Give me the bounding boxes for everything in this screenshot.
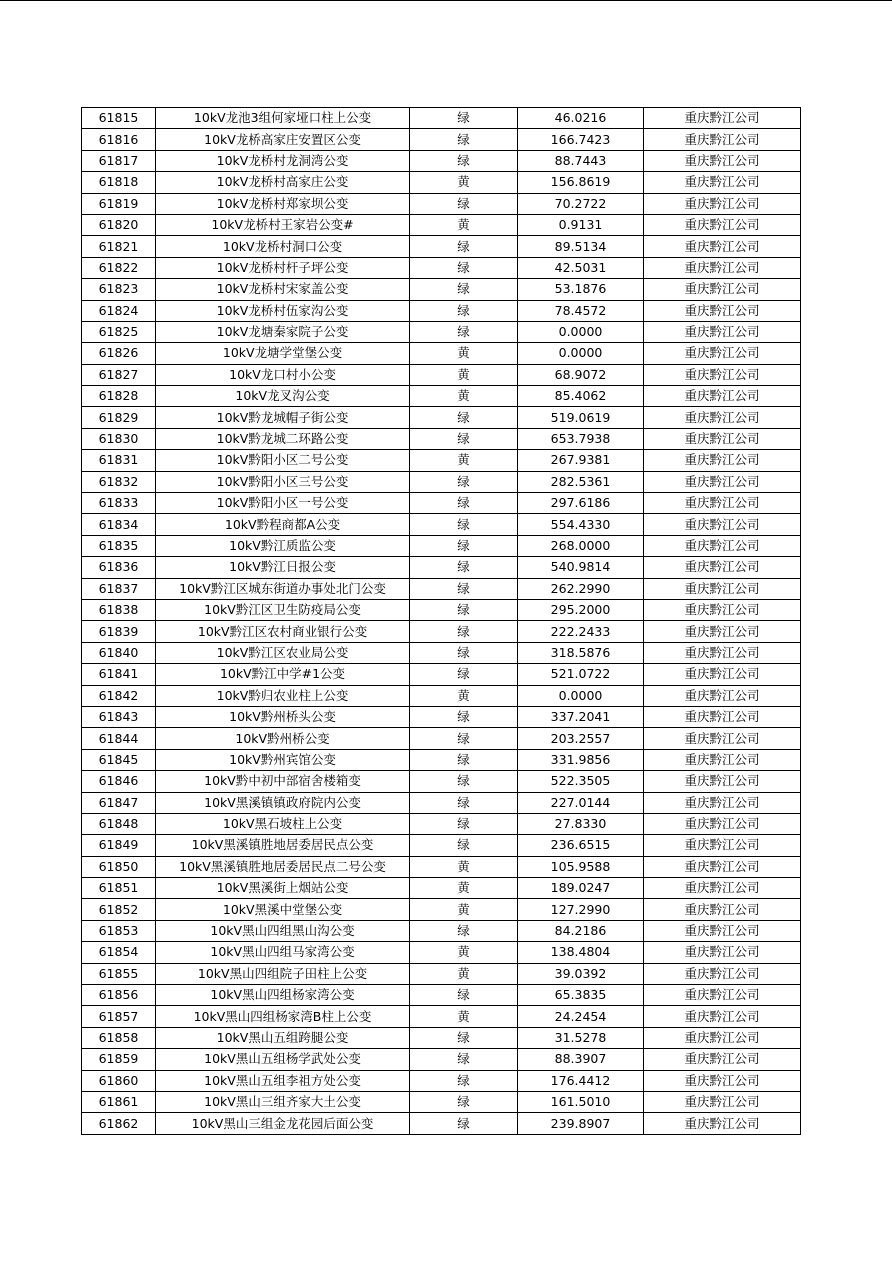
cell-value: 65.3835 [518, 985, 644, 1006]
cell-id: 61849 [82, 835, 156, 856]
cell-id: 61847 [82, 792, 156, 813]
cell-value: 189.0247 [518, 878, 644, 899]
cell-transformer-name: 10kV黔州宾馆公变 [156, 749, 410, 770]
cell-status-color: 绿 [410, 771, 518, 792]
table-row [82, 642, 801, 663]
cell-company: 重庆黔江公司 [644, 257, 801, 278]
cell-company: 重庆黔江公司 [644, 150, 801, 171]
table-row [82, 557, 801, 578]
cell-id: 61830 [82, 428, 156, 449]
cell-value: 89.5134 [518, 236, 644, 257]
table-row [82, 685, 801, 706]
cell-value: 156.8619 [518, 172, 644, 193]
cell-transformer-name: 10kV黑山四组院子田柱上公变 [156, 963, 410, 984]
cell-value: 0.9131 [518, 214, 644, 235]
cell-transformer-name: 10kV黔阳小区三号公变 [156, 471, 410, 492]
cell-status-color: 黄 [410, 214, 518, 235]
cell-value: 27.8330 [518, 813, 644, 834]
cell-company: 重庆黔江公司 [644, 706, 801, 727]
table-row [82, 771, 801, 792]
cell-value: 68.9072 [518, 364, 644, 385]
cell-status-color: 绿 [410, 407, 518, 428]
cell-value: 105.9588 [518, 856, 644, 877]
cell-status-color: 绿 [410, 599, 518, 620]
cell-id: 61834 [82, 514, 156, 535]
cell-id: 61858 [82, 1027, 156, 1048]
table-row [82, 193, 801, 214]
table-row [82, 493, 801, 514]
cell-value: 0.0000 [518, 343, 644, 364]
table-row [82, 364, 801, 385]
cell-status-color: 绿 [410, 108, 518, 129]
cell-status-color: 绿 [410, 835, 518, 856]
cell-status-color: 绿 [410, 150, 518, 171]
cell-company: 重庆黔江公司 [644, 1091, 801, 1112]
cell-status-color: 绿 [410, 493, 518, 514]
cell-transformer-name: 10kV龙桥村伍家沟公变 [156, 300, 410, 321]
cell-value: 653.7938 [518, 428, 644, 449]
cell-status-color: 绿 [410, 1091, 518, 1112]
cell-status-color: 绿 [410, 428, 518, 449]
page-top-border [0, 0, 892, 1]
cell-id: 61822 [82, 257, 156, 278]
cell-status-color: 绿 [410, 1049, 518, 1070]
cell-company: 重庆黔江公司 [644, 835, 801, 856]
cell-id: 61820 [82, 214, 156, 235]
cell-value: 127.2990 [518, 899, 644, 920]
cell-id: 61838 [82, 599, 156, 620]
cell-value: 331.9856 [518, 749, 644, 770]
cell-status-color: 绿 [410, 642, 518, 663]
table-row [82, 599, 801, 620]
cell-id: 61852 [82, 899, 156, 920]
cell-id: 61843 [82, 706, 156, 727]
table-row [82, 108, 801, 129]
cell-value: 88.3907 [518, 1049, 644, 1070]
cell-company: 重庆黔江公司 [644, 792, 801, 813]
cell-transformer-name: 10kV龙池3组何家垭口柱上公变 [156, 108, 410, 129]
cell-company: 重庆黔江公司 [644, 557, 801, 578]
cell-status-color: 绿 [410, 557, 518, 578]
table-row [82, 1027, 801, 1048]
cell-transformer-name: 10kV黑溪镇胜地居委居民点二号公变 [156, 856, 410, 877]
cell-transformer-name: 10kV黑山五组跨腿公变 [156, 1027, 410, 1048]
table-row [82, 1070, 801, 1091]
cell-status-color: 黄 [410, 1006, 518, 1027]
cell-company: 重庆黔江公司 [644, 321, 801, 342]
cell-value: 540.9814 [518, 557, 644, 578]
table-row [82, 942, 801, 963]
cell-value: 161.5010 [518, 1091, 644, 1112]
cell-id: 61823 [82, 279, 156, 300]
cell-transformer-name: 10kV龙桥村杆子坪公变 [156, 257, 410, 278]
cell-status-color: 绿 [410, 664, 518, 685]
cell-status-color: 绿 [410, 985, 518, 1006]
cell-status-color: 绿 [410, 129, 518, 150]
cell-id: 61840 [82, 642, 156, 663]
cell-company: 重庆黔江公司 [644, 300, 801, 321]
cell-company: 重庆黔江公司 [644, 364, 801, 385]
cell-transformer-name: 10kV黔江区卫生防疫局公变 [156, 599, 410, 620]
cell-status-color: 黄 [410, 343, 518, 364]
cell-company: 重庆黔江公司 [644, 942, 801, 963]
table-row [82, 835, 801, 856]
cell-id: 61832 [82, 471, 156, 492]
table-row [82, 386, 801, 407]
cell-transformer-name: 10kV黑溪街上烟站公变 [156, 878, 410, 899]
cell-transformer-name: 10kV黑山四组杨家湾B柱上公变 [156, 1006, 410, 1027]
cell-value: 78.4572 [518, 300, 644, 321]
cell-value: 70.2722 [518, 193, 644, 214]
cell-company: 重庆黔江公司 [644, 535, 801, 556]
table-row [82, 150, 801, 171]
cell-transformer-name: 10kV龙桥高家庄安置区公变 [156, 129, 410, 150]
cell-transformer-name: 10kV黑溪镇镇政府院内公变 [156, 792, 410, 813]
cell-company: 重庆黔江公司 [644, 642, 801, 663]
cell-value: 337.2041 [518, 706, 644, 727]
cell-status-color: 绿 [410, 1027, 518, 1048]
cell-value: 318.5876 [518, 642, 644, 663]
table-row [82, 321, 801, 342]
cell-status-color: 绿 [410, 578, 518, 599]
cell-company: 重庆黔江公司 [644, 963, 801, 984]
cell-company: 重庆黔江公司 [644, 1006, 801, 1027]
cell-value: 267.9381 [518, 450, 644, 471]
cell-status-color: 黄 [410, 386, 518, 407]
cell-id: 61817 [82, 150, 156, 171]
cell-status-color: 黄 [410, 685, 518, 706]
cell-id: 61839 [82, 621, 156, 642]
cell-id: 61827 [82, 364, 156, 385]
cell-value: 46.0216 [518, 108, 644, 129]
table-row [82, 300, 801, 321]
cell-id: 61854 [82, 942, 156, 963]
table-row [82, 985, 801, 1006]
cell-status-color: 绿 [410, 236, 518, 257]
cell-transformer-name: 10kV黔阳小区二号公变 [156, 450, 410, 471]
cell-company: 重庆黔江公司 [644, 685, 801, 706]
cell-id: 61828 [82, 386, 156, 407]
cell-transformer-name: 10kV黔江质监公变 [156, 535, 410, 556]
cell-id: 61816 [82, 129, 156, 150]
table-row [82, 172, 801, 193]
cell-id: 61855 [82, 963, 156, 984]
cell-company: 重庆黔江公司 [644, 471, 801, 492]
cell-transformer-name: 10kV黑石坡柱上公变 [156, 813, 410, 834]
cell-company: 重庆黔江公司 [644, 514, 801, 535]
cell-id: 61862 [82, 1113, 156, 1134]
table-row [82, 343, 801, 364]
cell-transformer-name: 10kV龙口村小公变 [156, 364, 410, 385]
cell-value: 24.2454 [518, 1006, 644, 1027]
cell-value: 554.4330 [518, 514, 644, 535]
cell-id: 61825 [82, 321, 156, 342]
table-row [82, 792, 801, 813]
cell-transformer-name: 10kV龙桥村郑家坝公变 [156, 193, 410, 214]
table-row [82, 471, 801, 492]
cell-id: 61857 [82, 1006, 156, 1027]
cell-status-color: 黄 [410, 899, 518, 920]
table-row [82, 535, 801, 556]
cell-company: 重庆黔江公司 [644, 1113, 801, 1134]
cell-transformer-name: 10kV黑溪镇胜地居委居民点公变 [156, 835, 410, 856]
table-row [82, 236, 801, 257]
cell-id: 61844 [82, 728, 156, 749]
table-row [82, 129, 801, 150]
cell-id: 61815 [82, 108, 156, 129]
cell-company: 重庆黔江公司 [644, 1070, 801, 1091]
cell-transformer-name: 10kV龙桥村洞口公变 [156, 236, 410, 257]
cell-transformer-name: 10kV黔江区农村商业银行公变 [156, 621, 410, 642]
cell-id: 61851 [82, 878, 156, 899]
cell-id: 61824 [82, 300, 156, 321]
cell-value: 31.5278 [518, 1027, 644, 1048]
cell-company: 重庆黔江公司 [644, 172, 801, 193]
cell-company: 重庆黔江公司 [644, 771, 801, 792]
cell-status-color: 黄 [410, 856, 518, 877]
table-row [82, 514, 801, 535]
table-row [82, 1091, 801, 1112]
cell-id: 61842 [82, 685, 156, 706]
cell-company: 重庆黔江公司 [644, 108, 801, 129]
cell-status-color: 黄 [410, 172, 518, 193]
cell-status-color: 绿 [410, 471, 518, 492]
cell-status-color: 绿 [410, 728, 518, 749]
cell-id: 61826 [82, 343, 156, 364]
cell-value: 0.0000 [518, 685, 644, 706]
cell-value: 203.2557 [518, 728, 644, 749]
cell-transformer-name: 10kV黔江区农业局公变 [156, 642, 410, 663]
cell-id: 61860 [82, 1070, 156, 1091]
cell-value: 227.0144 [518, 792, 644, 813]
cell-id: 61845 [82, 749, 156, 770]
table-row [82, 706, 801, 727]
cell-status-color: 绿 [410, 300, 518, 321]
cell-value: 282.5361 [518, 471, 644, 492]
cell-company: 重庆黔江公司 [644, 856, 801, 877]
cell-company: 重庆黔江公司 [644, 1049, 801, 1070]
cell-transformer-name: 10kV黔龙城二环路公变 [156, 428, 410, 449]
cell-value: 0.0000 [518, 321, 644, 342]
cell-status-color: 绿 [410, 279, 518, 300]
table-row [82, 899, 801, 920]
cell-transformer-name: 10kV龙塘秦家院子公变 [156, 321, 410, 342]
cell-value: 85.4062 [518, 386, 644, 407]
cell-transformer-name: 10kV黑山五组杨学武处公变 [156, 1049, 410, 1070]
cell-status-color: 绿 [410, 813, 518, 834]
table-row [82, 878, 801, 899]
cell-transformer-name: 10kV黑山三组齐家大土公变 [156, 1091, 410, 1112]
cell-value: 519.0619 [518, 407, 644, 428]
cell-company: 重庆黔江公司 [644, 493, 801, 514]
cell-value: 236.6515 [518, 835, 644, 856]
cell-status-color: 绿 [410, 792, 518, 813]
cell-value: 522.3505 [518, 771, 644, 792]
cell-value: 262.2990 [518, 578, 644, 599]
cell-transformer-name: 10kV黑山四组黑山沟公变 [156, 920, 410, 941]
cell-transformer-name: 10kV龙桥村高家庄公变 [156, 172, 410, 193]
cell-company: 重庆黔江公司 [644, 578, 801, 599]
cell-id: 61821 [82, 236, 156, 257]
cell-company: 重庆黔江公司 [644, 985, 801, 1006]
cell-value: 39.0392 [518, 963, 644, 984]
cell-status-color: 黄 [410, 963, 518, 984]
cell-id: 61850 [82, 856, 156, 877]
cell-company: 重庆黔江公司 [644, 878, 801, 899]
cell-transformer-name: 10kV黑山三组金龙花园后面公变 [156, 1113, 410, 1134]
cell-transformer-name: 10kV黑山四组杨家湾公变 [156, 985, 410, 1006]
table-row [82, 749, 801, 770]
cell-transformer-name: 10kV黔江中学#1公变 [156, 664, 410, 685]
cell-id: 61848 [82, 813, 156, 834]
cell-id: 61818 [82, 172, 156, 193]
cell-transformer-name: 10kV黔江区城东街道办事处北门公变 [156, 578, 410, 599]
table-row [82, 214, 801, 235]
table-row [82, 621, 801, 642]
cell-company: 重庆黔江公司 [644, 428, 801, 449]
cell-status-color: 绿 [410, 535, 518, 556]
cell-id: 61833 [82, 493, 156, 514]
cell-transformer-name: 10kV黔中初中部宿舍楼箱变 [156, 771, 410, 792]
cell-transformer-name: 10kV黔州桥公变 [156, 728, 410, 749]
cell-id: 61861 [82, 1091, 156, 1112]
table-body [82, 108, 801, 1135]
cell-status-color: 黄 [410, 878, 518, 899]
cell-company: 重庆黔江公司 [644, 129, 801, 150]
cell-value: 268.0000 [518, 535, 644, 556]
table-row [82, 428, 801, 449]
table-row [82, 407, 801, 428]
cell-value: 53.1876 [518, 279, 644, 300]
cell-transformer-name: 10kV龙桥村宋家盖公变 [156, 279, 410, 300]
cell-company: 重庆黔江公司 [644, 386, 801, 407]
table-row [82, 728, 801, 749]
cell-value: 222.2433 [518, 621, 644, 642]
cell-value: 42.5031 [518, 257, 644, 278]
cell-status-color: 绿 [410, 920, 518, 941]
cell-transformer-name: 10kV黑溪中堂堡公变 [156, 899, 410, 920]
table-row [82, 664, 801, 685]
cell-transformer-name: 10kV龙桥村龙洞湾公变 [156, 150, 410, 171]
cell-company: 重庆黔江公司 [644, 279, 801, 300]
cell-company: 重庆黔江公司 [644, 407, 801, 428]
transformer-table [81, 107, 801, 1135]
cell-transformer-name: 10kV龙桥村王家岩公变# [156, 214, 410, 235]
cell-value: 295.2000 [518, 599, 644, 620]
cell-transformer-name: 10kV黔阳小区一号公变 [156, 493, 410, 514]
cell-transformer-name: 10kV黔州桥头公变 [156, 706, 410, 727]
cell-id: 61819 [82, 193, 156, 214]
cell-value: 138.4804 [518, 942, 644, 963]
table-row [82, 963, 801, 984]
cell-transformer-name: 10kV龙叉沟公变 [156, 386, 410, 407]
cell-value: 176.4412 [518, 1070, 644, 1091]
cell-company: 重庆黔江公司 [644, 450, 801, 471]
table-row [82, 813, 801, 834]
cell-status-color: 黄 [410, 450, 518, 471]
cell-status-color: 绿 [410, 321, 518, 342]
cell-company: 重庆黔江公司 [644, 664, 801, 685]
table-row [82, 578, 801, 599]
cell-company: 重庆黔江公司 [644, 920, 801, 941]
table-row [82, 856, 801, 877]
cell-value: 88.7443 [518, 150, 644, 171]
cell-id: 61846 [82, 771, 156, 792]
cell-status-color: 黄 [410, 364, 518, 385]
cell-id: 61841 [82, 664, 156, 685]
cell-status-color: 绿 [410, 514, 518, 535]
cell-id: 61835 [82, 535, 156, 556]
cell-status-color: 绿 [410, 749, 518, 770]
table-row [82, 450, 801, 471]
cell-company: 重庆黔江公司 [644, 899, 801, 920]
cell-company: 重庆黔江公司 [644, 813, 801, 834]
cell-company: 重庆黔江公司 [644, 599, 801, 620]
cell-company: 重庆黔江公司 [644, 193, 801, 214]
cell-transformer-name: 10kV黔龙城帽子街公变 [156, 407, 410, 428]
cell-id: 61837 [82, 578, 156, 599]
table-row [82, 257, 801, 278]
cell-id: 61829 [82, 407, 156, 428]
cell-id: 61831 [82, 450, 156, 471]
cell-company: 重庆黔江公司 [644, 749, 801, 770]
cell-company: 重庆黔江公司 [644, 236, 801, 257]
cell-transformer-name: 10kV黑山四组马家湾公变 [156, 942, 410, 963]
cell-transformer-name: 10kV黔程商都A公变 [156, 514, 410, 535]
table-row [82, 1006, 801, 1027]
cell-status-color: 绿 [410, 621, 518, 642]
cell-status-color: 绿 [410, 706, 518, 727]
cell-value: 84.2186 [518, 920, 644, 941]
cell-transformer-name: 10kV黔归农业柱上公变 [156, 685, 410, 706]
table-row [82, 1113, 801, 1134]
cell-id: 61836 [82, 557, 156, 578]
cell-transformer-name: 10kV龙塘学堂堡公变 [156, 343, 410, 364]
cell-value: 521.0722 [518, 664, 644, 685]
cell-status-color: 绿 [410, 1070, 518, 1091]
table-row [82, 1049, 801, 1070]
cell-status-color: 黄 [410, 942, 518, 963]
cell-id: 61853 [82, 920, 156, 941]
cell-company: 重庆黔江公司 [644, 1027, 801, 1048]
cell-id: 61859 [82, 1049, 156, 1070]
cell-company: 重庆黔江公司 [644, 214, 801, 235]
cell-company: 重庆黔江公司 [644, 343, 801, 364]
cell-value: 297.6186 [518, 493, 644, 514]
cell-id: 61856 [82, 985, 156, 1006]
cell-status-color: 绿 [410, 193, 518, 214]
cell-value: 239.8907 [518, 1113, 644, 1134]
cell-transformer-name: 10kV黑山五组李祖方处公变 [156, 1070, 410, 1091]
cell-status-color: 绿 [410, 1113, 518, 1134]
cell-value: 166.7423 [518, 129, 644, 150]
cell-status-color: 绿 [410, 257, 518, 278]
cell-company: 重庆黔江公司 [644, 728, 801, 749]
table-row [82, 920, 801, 941]
cell-transformer-name: 10kV黔江日报公变 [156, 557, 410, 578]
cell-company: 重庆黔江公司 [644, 621, 801, 642]
table-row [82, 279, 801, 300]
